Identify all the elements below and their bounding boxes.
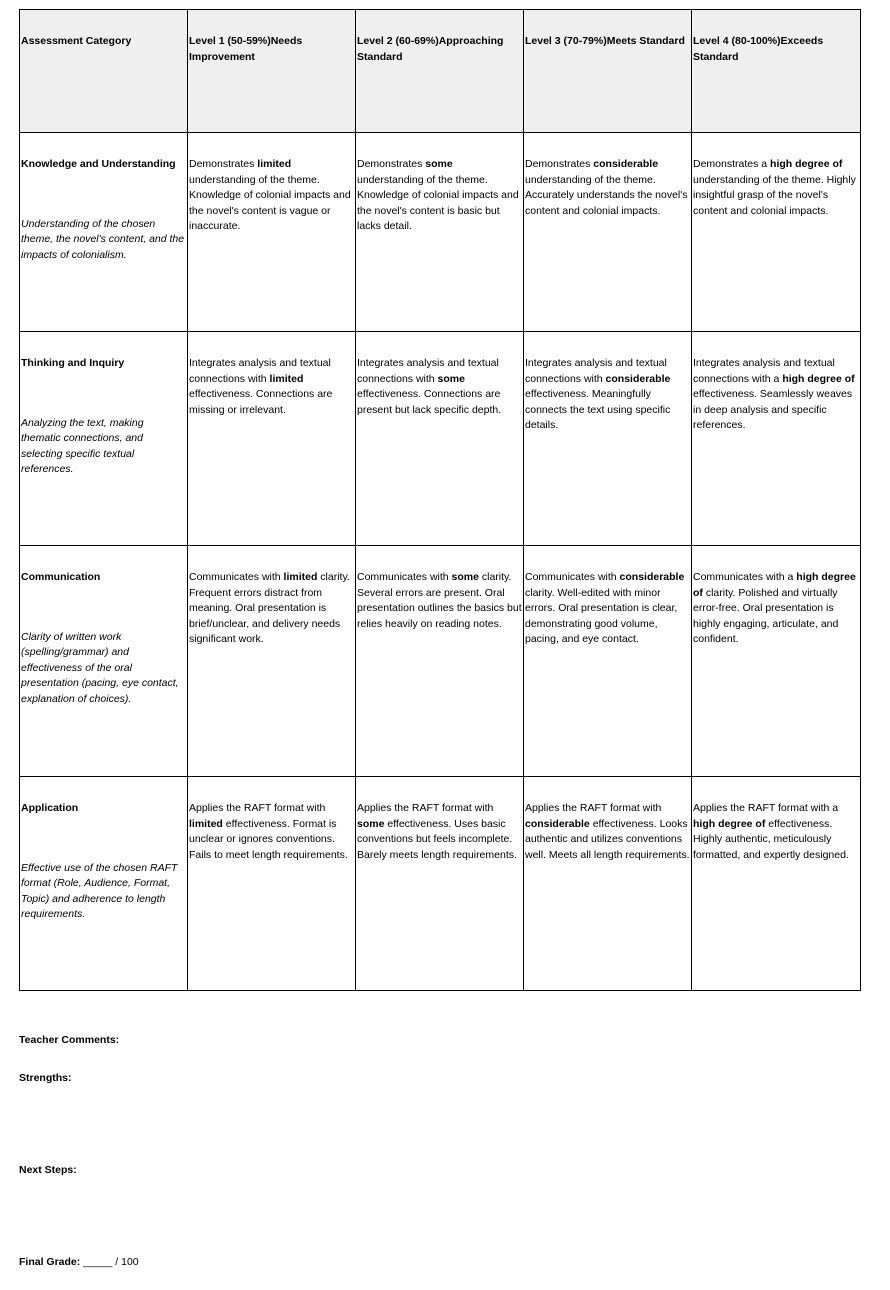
- level-1-cell: Integrates analysis and textual connections with limited effectiveness. Connections are missing or irrelevant.: [188, 332, 356, 546]
- rubric-table: [19, 9, 861, 991]
- category-description: Clarity of written work (spelling/grammar) and effectiveness of the oral presentation (pacing, eye contact, explanation of choices).: [21, 630, 179, 705]
- teacher-comments-heading: Teacher Comments:: [19, 1034, 120, 1046]
- level-3-cell: Communicates with considerable clarity. Well-edited with minor errors. Oral presentation is clear, demonstrating good volume, pacing, and eye contact.: [524, 546, 692, 777]
- header-level-4: Level 4 (80-100%)Exceeds Standard: [692, 10, 861, 133]
- category-title: Thinking and Inquiry: [21, 357, 125, 369]
- category-title: Knowledge and Understanding: [21, 158, 176, 170]
- level-1-cell: Communicates with limited clarity. Frequent errors distract from meaning. Oral presentation is brief/unclear, and delivery needs significant work.: [188, 546, 356, 777]
- header-level-2: Level 2 (60-69%)Approaching Standard: [356, 10, 524, 133]
- rubric-body: [20, 133, 861, 991]
- rubric-row-communication: [20, 546, 861, 777]
- level-3-cell: Demonstrates considerable understanding of the theme. Accurately understands the novel's content and colonial impacts.: [524, 133, 692, 332]
- level-2-cell: Integrates analysis and textual connections with some effectiveness. Connections are present but lack specific depth.: [356, 332, 524, 546]
- category-cell: [20, 133, 188, 332]
- category-title: Application: [21, 802, 79, 814]
- category-cell: [20, 332, 188, 546]
- level-4-cell: Demonstrates a high degree of understanding of the theme. Highly insightful grasp of the novel's content and colonial impacts.: [692, 133, 861, 332]
- level-3-cell: Applies the RAFT format with considerable effectiveness. Looks authentic and utilizes conventions well. Meets all length requirements.: [524, 777, 692, 991]
- header-level-3: Level 3 (70-79%)Meets Standard: [524, 10, 692, 133]
- level-1-cell: Demonstrates limited understanding of the theme. Knowledge of colonial impacts and the novel's content is vague or inaccurate.: [188, 133, 356, 332]
- next-steps-heading: Next Steps:: [19, 1164, 77, 1176]
- category-description: Analyzing the text, making thematic connections, and selecting specific textual references.: [21, 416, 144, 476]
- level-4-cell: Integrates analysis and textual connections with a high degree of effectiveness. Seamlessly weaves in deep analysis and specific references.: [692, 332, 861, 546]
- header-level-1: Level 1 (50-59%)Needs Improvement: [188, 10, 356, 133]
- rubric-header: [20, 10, 861, 133]
- level-4-cell: Applies the RAFT format with a high degree of effectiveness. Highly authentic, meticulously formatted, and expertly designed.: [692, 777, 861, 991]
- strengths-heading: Strengths:: [19, 1072, 72, 1084]
- rubric-row-application: [20, 777, 861, 991]
- rubric-row-thinking: [20, 332, 861, 546]
- level-3-cell: Integrates analysis and textual connections with considerable effectiveness. Meaningfully connects the text using specific details.: [524, 332, 692, 546]
- level-2-cell: Demonstrates some understanding of the theme. Knowledge of colonial impacts and the novel's content is basic but lacks detail.: [356, 133, 524, 332]
- level-2-cell: Applies the RAFT format with some effectiveness. Uses basic conventions but feels incomplete. Barely meets length requirements.: [356, 777, 524, 991]
- category-description: Understanding of the chosen theme, the novel's content, and the impacts of colonialism.: [21, 217, 185, 261]
- final-grade-value: _____ / 100: [80, 1256, 139, 1268]
- header-row: [20, 10, 861, 133]
- category-title: Communication: [21, 571, 101, 583]
- category-description: Effective use of the chosen RAFT format (Role, Audience, Format, Topic) and adherence to length requirements.: [21, 861, 178, 921]
- rubric-row-knowledge: [20, 133, 861, 332]
- category-cell: [20, 546, 188, 777]
- level-1-cell: Applies the RAFT format with limited effectiveness. Format is unclear or ignores conventions. Fails to meet length requirements.: [188, 777, 356, 991]
- category-cell: [20, 777, 188, 991]
- final-grade-label: Final Grade:: [19, 1256, 81, 1268]
- level-2-cell: Communicates with some clarity. Several errors are present. Oral presentation outlines the basics but relies heavily on reading notes.: [356, 546, 524, 777]
- final-grade-line: [19, 1255, 139, 1271]
- header-assessment-category: Assessment Category: [20, 10, 188, 133]
- level-4-cell: Communicates with a high degree of clarity. Polished and virtually error-free. Oral presentation is highly engaging, articulate, and confident.: [692, 546, 861, 777]
